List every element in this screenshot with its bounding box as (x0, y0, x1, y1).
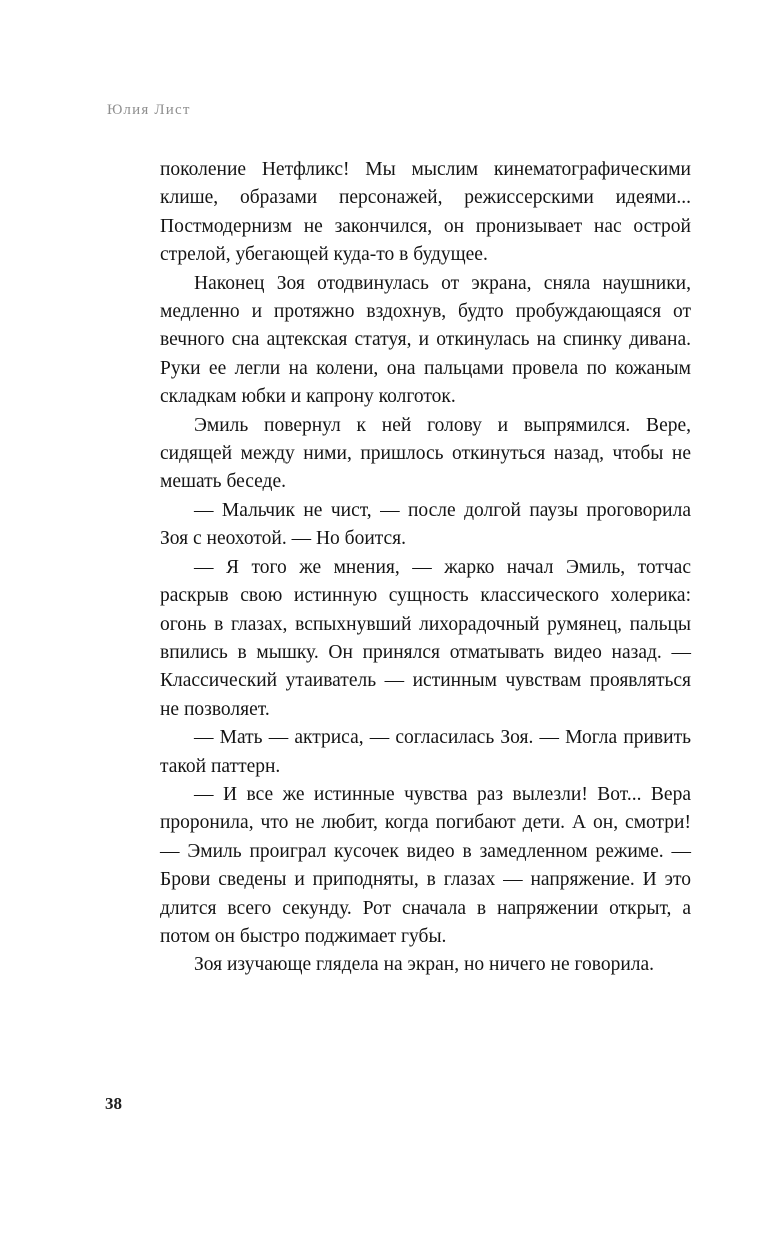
running-header-author: Юлия Лист (107, 102, 191, 118)
paragraph: — Я того же мнения, — жарко начал Эмиль, тотчас раскрыв свою истинную сущность классического холерика: огонь в глазах, вспыхнувший лихорадочный румянец, пальцы впились в мышку. Он принялся отматывать видео назад. — Классический утаиватель — истинным чувствам проявляться не позволяет. (160, 556, 691, 720)
paragraph: Эмиль повернул к ней голову и выпрямился. Вере, сидящей между ними, пришлось откинуться назад, чтобы не мешать беседе. (160, 414, 691, 493)
paragraph: — И все же истинные чувства раз вылезли! Вот... Вера проронила, что не любит, когда погибают дети. А он, смотри! — Эмиль проиграл кусочек видео в замедленном режиме. — Брови сведены и приподняты, в глазах — напряжение. И это длится всего секунду. Рот сначала в напряжении открыт, а потом он быстро поджимает губы. (160, 783, 691, 947)
paragraph: Наконец Зоя отодвинулась от экрана, сняла наушники, медленно и протяжно вздохнув, будто пробуждающаяся от вечного сна ацтекская статуя, и откинулась на спинку дивана. Руки ее легли на колени, она пальцами провела по кожаным складкам юбки и капрону колготок. (160, 272, 691, 408)
paragraph: поколение Нетфликс! Мы мыслим кинематографическими клише, образами персонажей, режиссерскими идеями... Постмодернизм не закончился, он пронизывает нас острой стрелой, убегающей куда-то в будущее. (160, 159, 691, 266)
paragraph: — Мать — актриса, — согласилась Зоя. — Могла привить такой паттерн. (160, 727, 691, 777)
paragraph: Зоя изучающе глядела на экран, но ничего не говорила. (194, 954, 655, 976)
paragraph: — Мальчик не чист, — после долгой паузы проговорила Зоя с неохотой. — Но боится. (160, 499, 691, 550)
page-number: 38 (105, 1094, 122, 1113)
body-text-block (160, 156, 691, 980)
